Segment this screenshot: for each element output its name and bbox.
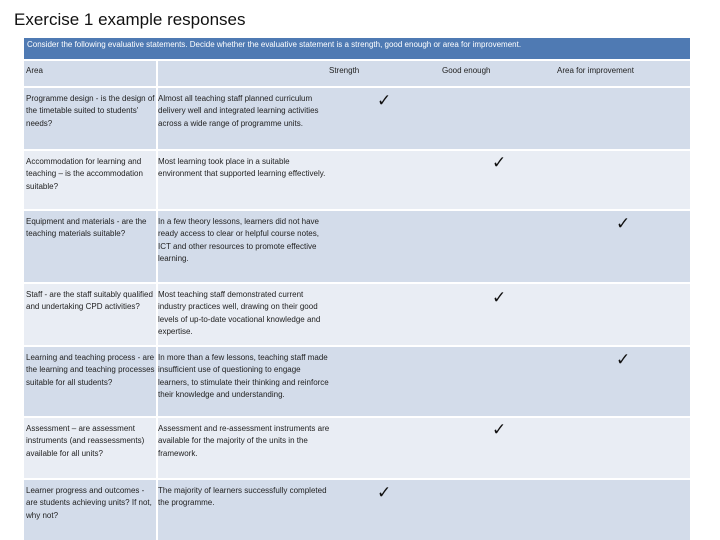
tick-icon: ✓ [492, 153, 507, 173]
row-area: Assessment – are assessment instruments (and reassessments) available for all units? [26, 424, 145, 458]
row-statement: Most teaching staff demonstrated current industry practices well, drawing on their good levels of up-to-date vocational knowledge and expertise. [158, 290, 321, 337]
header-area-for-improvement: Area for improvement [557, 66, 634, 75]
tick-icon: ✓ [492, 288, 507, 308]
row-area: Staff - are the staff suitably qualified and undertaking CPD activities? [26, 290, 153, 312]
table-row [24, 418, 690, 480]
header-good-enough: Good enough [442, 66, 491, 75]
row-statement: Almost all teaching staff planned curriculum delivery well and integrated learning activities across a wide range of programme units. [158, 94, 319, 128]
row-statement: The majority of learners successfully completed the programme. [158, 486, 327, 508]
row-statement: In a few theory lessons, learners did not have ready access to clear or helpful course notes, ICT and other resources to promote effective learning. [158, 217, 319, 264]
column-divider [156, 61, 158, 86]
table-row [24, 347, 690, 418]
table-row [24, 211, 690, 284]
row-area: Equipment and materials - are the teaching materials suitable? [26, 217, 147, 239]
tick-icon: ✓ [377, 91, 392, 111]
instruction-banner: Consider the following evaluative statements. Decide whether the evaluative statement is a strength, good enough or area for improvement. [24, 38, 690, 61]
row-statement: Most learning took place in a suitable environment that supported learning effectively. [158, 157, 326, 179]
tick-icon: ✓ [616, 350, 631, 370]
tick-icon: ✓ [377, 483, 392, 503]
table-row [24, 88, 690, 151]
row-area: Programme design - is the design of the timetable suited to students' needs? [26, 94, 155, 128]
evaluation-table [24, 38, 690, 540]
row-area: Learning and teaching process - are the learning and teaching processes suitable for all students? [26, 353, 155, 387]
tick-icon: ✓ [616, 214, 631, 234]
header-area: Area [26, 66, 43, 75]
table-header-row [24, 61, 690, 88]
tick-icon: ✓ [492, 420, 507, 440]
row-statement: In more than a few lessons, teaching staff made insufficient use of questioning to engage learners, to stimulate their thinking and reinforce their knowledge and understanding. [158, 353, 329, 400]
table-row [24, 284, 690, 347]
page-title: Exercise 1 example responses [14, 10, 246, 29]
row-area: Learner progress and outcomes - are students achieving units? If not, why not? [26, 486, 152, 520]
row-statement: Assessment and re-assessment instruments are available for the majority of the units in the framework. [158, 424, 330, 458]
table-row [24, 480, 690, 540]
row-area: Accommodation for learning and teaching – is the accommodation suitable? [26, 157, 143, 191]
table-row [24, 151, 690, 211]
header-strength: Strength [329, 66, 360, 75]
